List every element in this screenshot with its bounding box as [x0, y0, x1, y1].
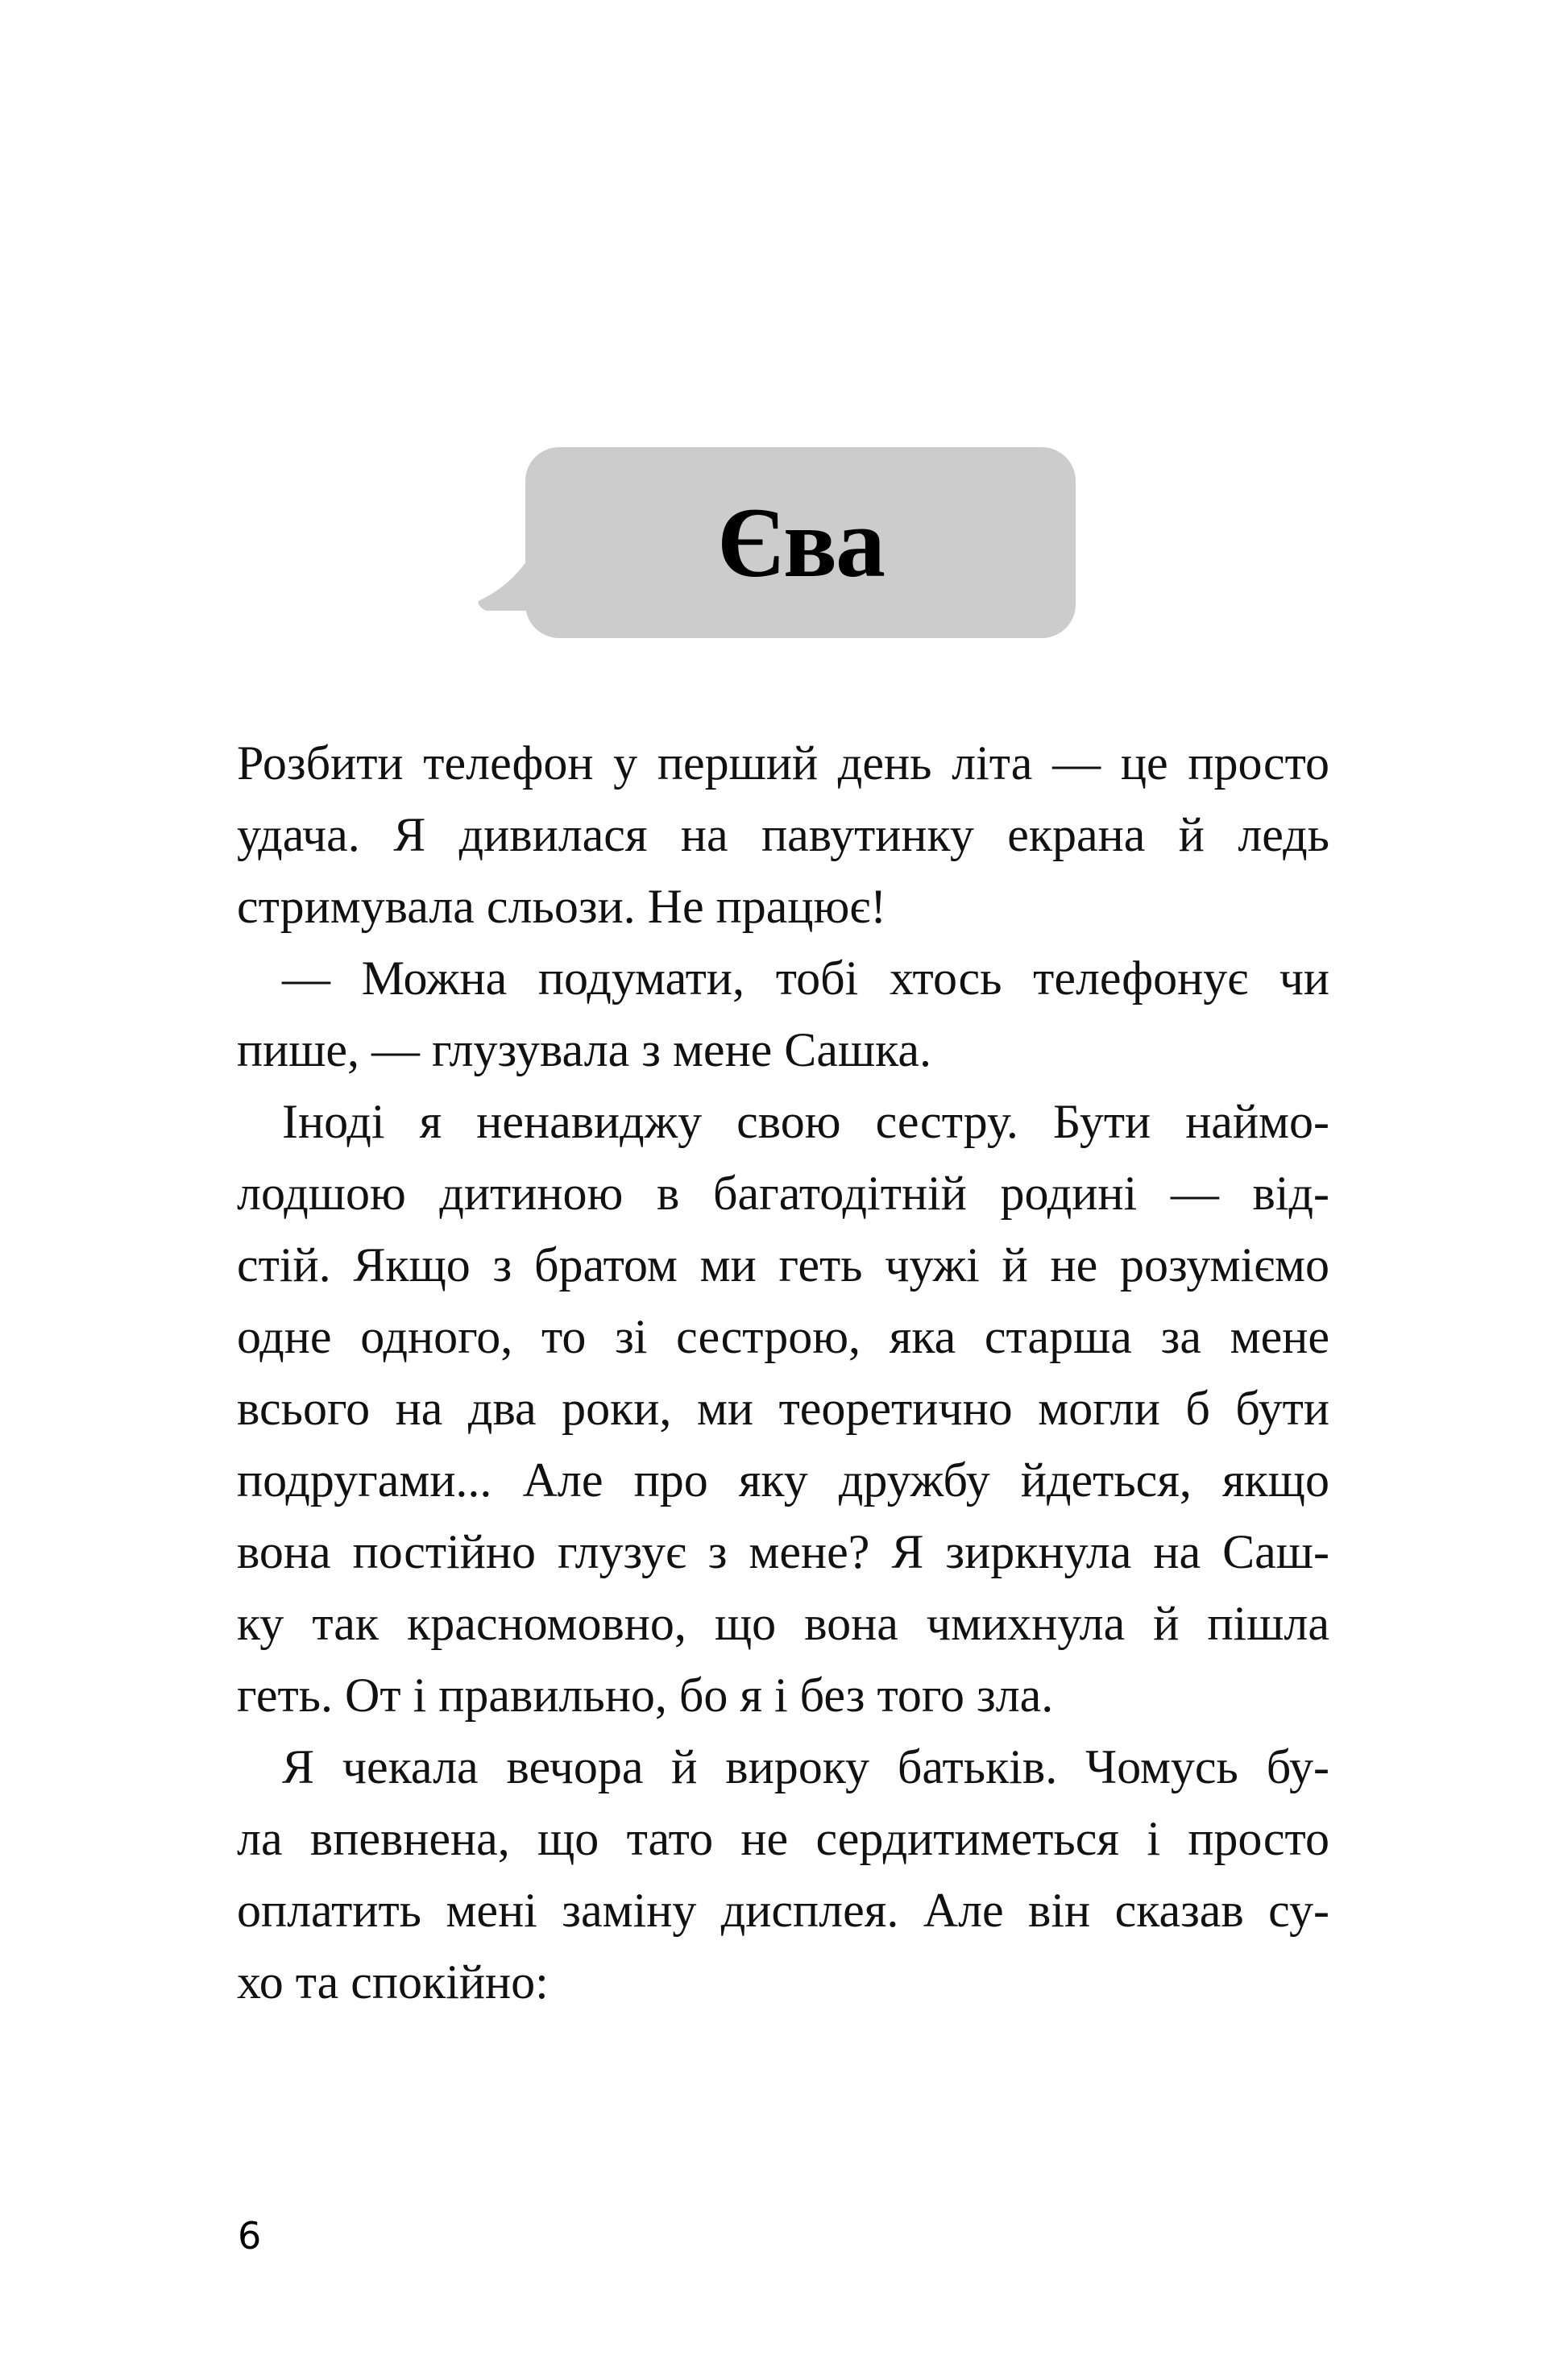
text-line: всього на два роки, ми теоретично могли б бути — [237, 1382, 1329, 1435]
text-line: геть. От і правильно, бо я і без того зла. — [237, 1669, 1054, 1722]
text-line: лодшою дитиною в багатодітній родині — від- — [237, 1167, 1329, 1220]
body-text — [237, 728, 1329, 2018]
text-line: пише, — глузувала з мене Сашка. — [237, 1023, 932, 1076]
text-line: хо та спокійно: — [237, 1955, 549, 2009]
text-line: подругами... Але про яку дружбу йдеться, якщо — [237, 1453, 1329, 1507]
text-line: Я чекала вечора й вироку батьків. Чомусь бу- — [282, 1740, 1329, 1793]
text-line: Іноді я ненавиджу свою сестру. Бути наймо- — [282, 1095, 1329, 1148]
text-line: стій. Якщо з братом ми геть чужі й не розуміємо — [237, 1238, 1329, 1292]
text-line: одне одного, то зі сестрою, яка старша за мене — [237, 1310, 1329, 1363]
text-line: оплатить мені заміну дисплея. Але він сказав су- — [237, 1884, 1329, 1937]
text-line: удача. Я дивилася на павутинку екрана й ледь — [237, 808, 1329, 861]
text-line: стримувала сльози. Не працює! — [237, 880, 887, 933]
text-line: — Можна подумати, тобі хтось телефонує чи — [282, 952, 1329, 1005]
page-number: 6 — [238, 2214, 262, 2258]
text-line: вона постійно глузує з мене? Я зиркнула на Саш- — [237, 1525, 1329, 1578]
text-line: Розбити телефон у перший день літа — це просто — [237, 736, 1329, 790]
text-line: ла впевнена, що тато не сердитиметься і просто — [237, 1812, 1329, 1865]
text-line: ку так красномовно, що вона чмихнула й пішла — [237, 1597, 1329, 1650]
chapter-title: Єва — [716, 487, 885, 598]
